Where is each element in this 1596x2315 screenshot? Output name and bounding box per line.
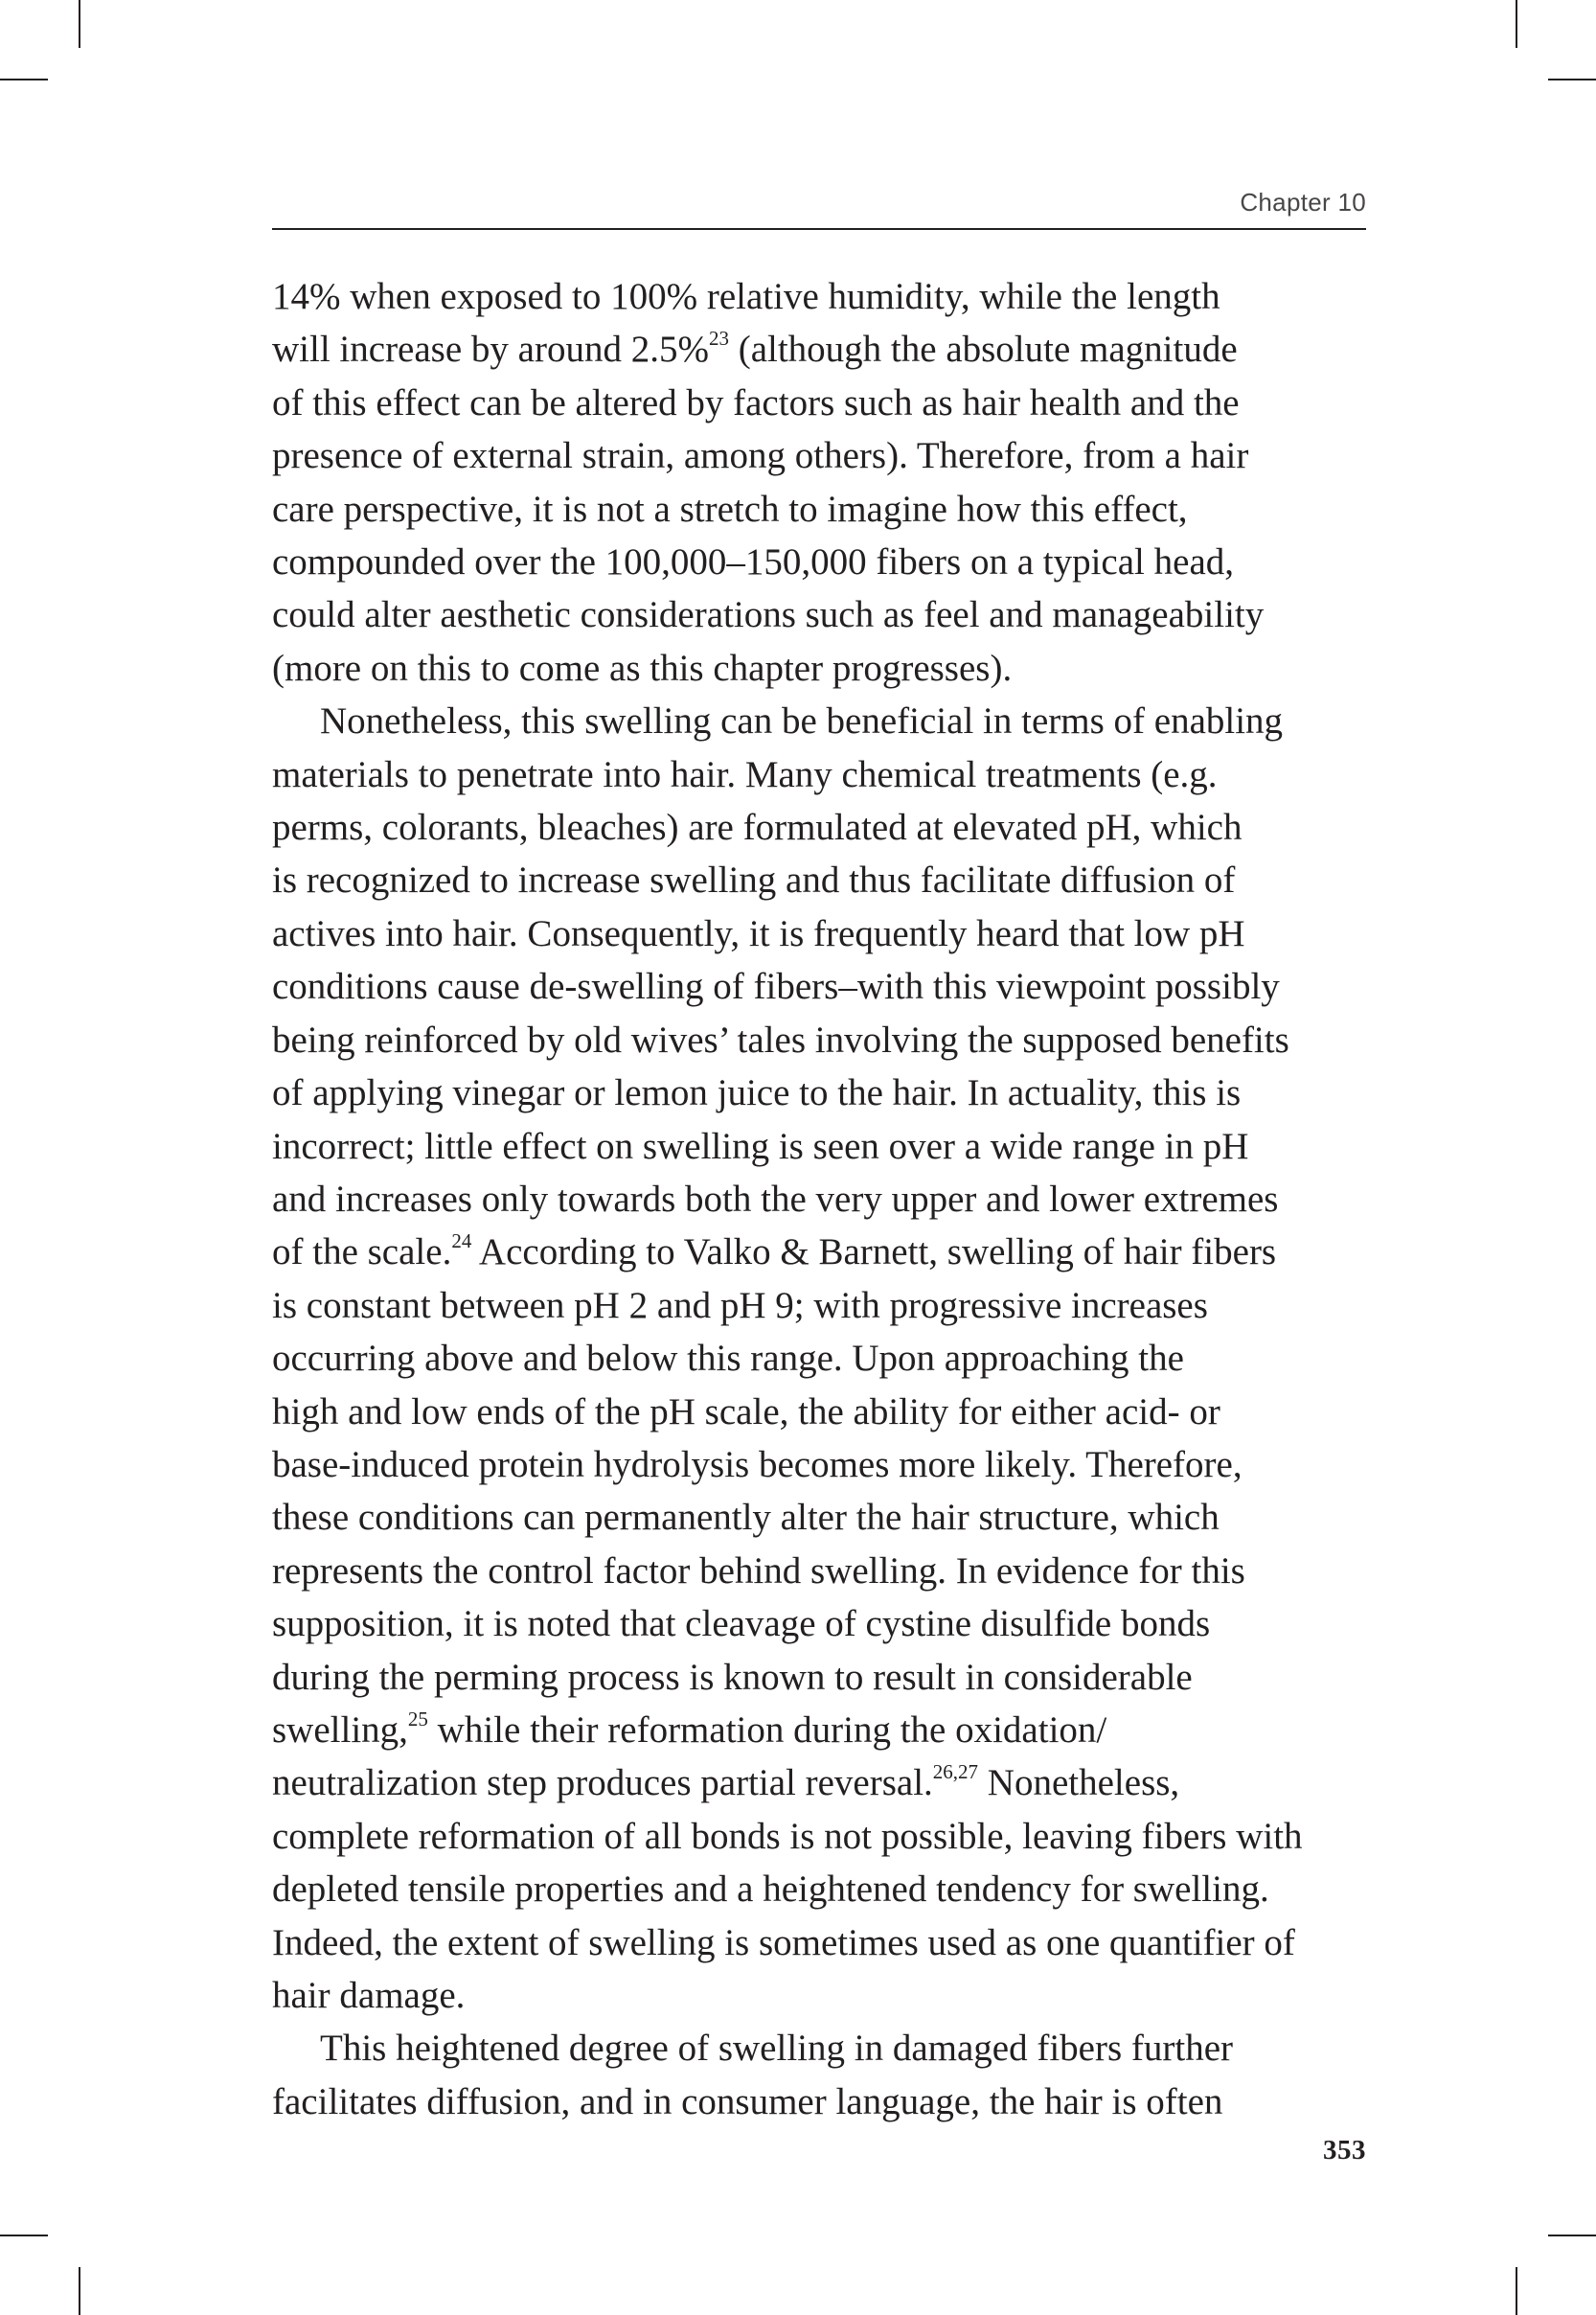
text-segment: neutralization step produces partial reversal. xyxy=(272,1762,933,1804)
text-segment: According to Valko & Barnett, swelling of hair fibers xyxy=(471,1231,1277,1273)
text-line: perms, colorants, bleaches) are formulated at elevated pH, which xyxy=(272,807,1243,849)
text-line: 14% when exposed to 100% relative humidity, while the length xyxy=(272,276,1220,317)
text-segment: swelling, xyxy=(272,1708,408,1751)
text-segment: Nonetheless, xyxy=(978,1762,1180,1804)
text-line: (more on this to come as this chapter progresses). xyxy=(272,647,1013,689)
paragraph-3 xyxy=(272,2022,1383,2128)
text-line: facilitates diffusion, and in consumer language, the hair is often xyxy=(272,2080,1223,2122)
text-line: This heightened degree of swelling in damaged fibers further xyxy=(320,2028,1234,2070)
text-line: could alter aesthetic considerations such as feel and manageability xyxy=(272,594,1265,636)
text-line: materials to penetrate into hair. Many chemical treatments (e.g. xyxy=(272,753,1218,795)
text-line: Nonetheless, this swelling can be beneficial in terms of enabling xyxy=(320,700,1284,743)
text-line: of this effect can be altered by factors such as hair health and the xyxy=(272,381,1240,424)
text-line: is recognized to increase swelling and thus facilitate diffusion of xyxy=(272,860,1236,902)
text-line xyxy=(272,323,1383,376)
text-line: Indeed, the extent of swelling is sometimes used as one quantifier of xyxy=(272,1921,1295,1963)
text-line: actives into hair. Consequently, it is frequently heard that low pH xyxy=(272,912,1245,954)
paragraph-2 xyxy=(272,695,1383,2022)
crop-mark-top-right-horizontal xyxy=(1548,79,1596,80)
crop-mark-bottom-right-horizontal xyxy=(1548,2235,1596,2236)
crop-mark-top-right-vertical xyxy=(1516,0,1517,48)
text-line: these conditions can permanently alter the hair structure, which xyxy=(272,1497,1220,1539)
text-line: and increases only towards both the very upper and lower extremes xyxy=(272,1178,1279,1220)
text-line: complete reformation of all bonds is not possible, leaving fibers with xyxy=(272,1815,1303,1857)
text-segment: of the scale. xyxy=(272,1231,452,1273)
page-number: 353 xyxy=(1323,2135,1366,2166)
text-segment: will increase by around 2.5% xyxy=(272,329,709,371)
crop-mark-bottom-left-vertical xyxy=(79,2267,80,2315)
text-line: is constant between pH 2 and pH 9; with progressive increases xyxy=(272,1284,1208,1326)
footnote-ref: 25 xyxy=(407,1707,428,1731)
paragraph-1 xyxy=(272,270,1383,695)
running-head xyxy=(272,188,1366,230)
text-line: during the perming process is known to result in considerable xyxy=(272,1656,1193,1698)
text-line: base-induced protein hydrolysis becomes more likely. Therefore, xyxy=(272,1443,1243,1485)
crop-mark-top-left-horizontal xyxy=(0,79,48,80)
text-line: represents the control factor behind swelling. In evidence for this xyxy=(272,1549,1245,1592)
text-line xyxy=(272,1226,1383,1278)
text-segment: while their reformation during the oxidation/ xyxy=(427,1708,1107,1751)
footnote-ref: 23 xyxy=(708,327,729,351)
text-line xyxy=(272,1756,1383,1809)
crop-mark-top-left-vertical xyxy=(79,0,80,48)
text-line: care perspective, it is not a stretch to imagine how this effect, xyxy=(272,488,1188,530)
footnote-ref: 26,27 xyxy=(932,1760,979,1784)
text-line: being reinforced by old wives’ tales involving the supposed benefits xyxy=(272,1019,1289,1061)
text-line: hair damage. xyxy=(272,1975,466,2016)
text-line: presence of external strain, among others). Therefore, from a hair xyxy=(272,435,1249,477)
text-line: incorrect; little effect on swelling is seen over a wide range in pH xyxy=(272,1125,1249,1167)
text-segment: (although the absolute magnitude xyxy=(728,329,1238,371)
text-line: conditions cause de-swelling of fibers–with this viewpoint possibly xyxy=(272,966,1280,1008)
text-line: compounded over the 100,000–150,000 fibers on a typical head, xyxy=(272,541,1235,584)
text-line: supposition, it is noted that cleavage of cystine disulfide bonds xyxy=(272,1603,1211,1645)
chapter-label: Chapter 10 xyxy=(1240,188,1366,217)
footnote-ref: 24 xyxy=(451,1229,472,1253)
crop-mark-bottom-left-horizontal xyxy=(0,2235,48,2236)
text-line: occurring above and below this range. Upon approaching the xyxy=(272,1338,1184,1380)
text-line: of applying vinegar or lemon juice to the hair. In actuality, this is xyxy=(272,1072,1242,1114)
text-line: depleted tensile properties and a heightened tendency for swelling. xyxy=(272,1868,1269,1911)
body-text xyxy=(272,270,1383,2128)
crop-mark-bottom-right-vertical xyxy=(1516,2267,1517,2315)
text-line: high and low ends of the pH scale, the ability for either acid- or xyxy=(272,1390,1220,1433)
text-line xyxy=(272,1704,1383,1756)
